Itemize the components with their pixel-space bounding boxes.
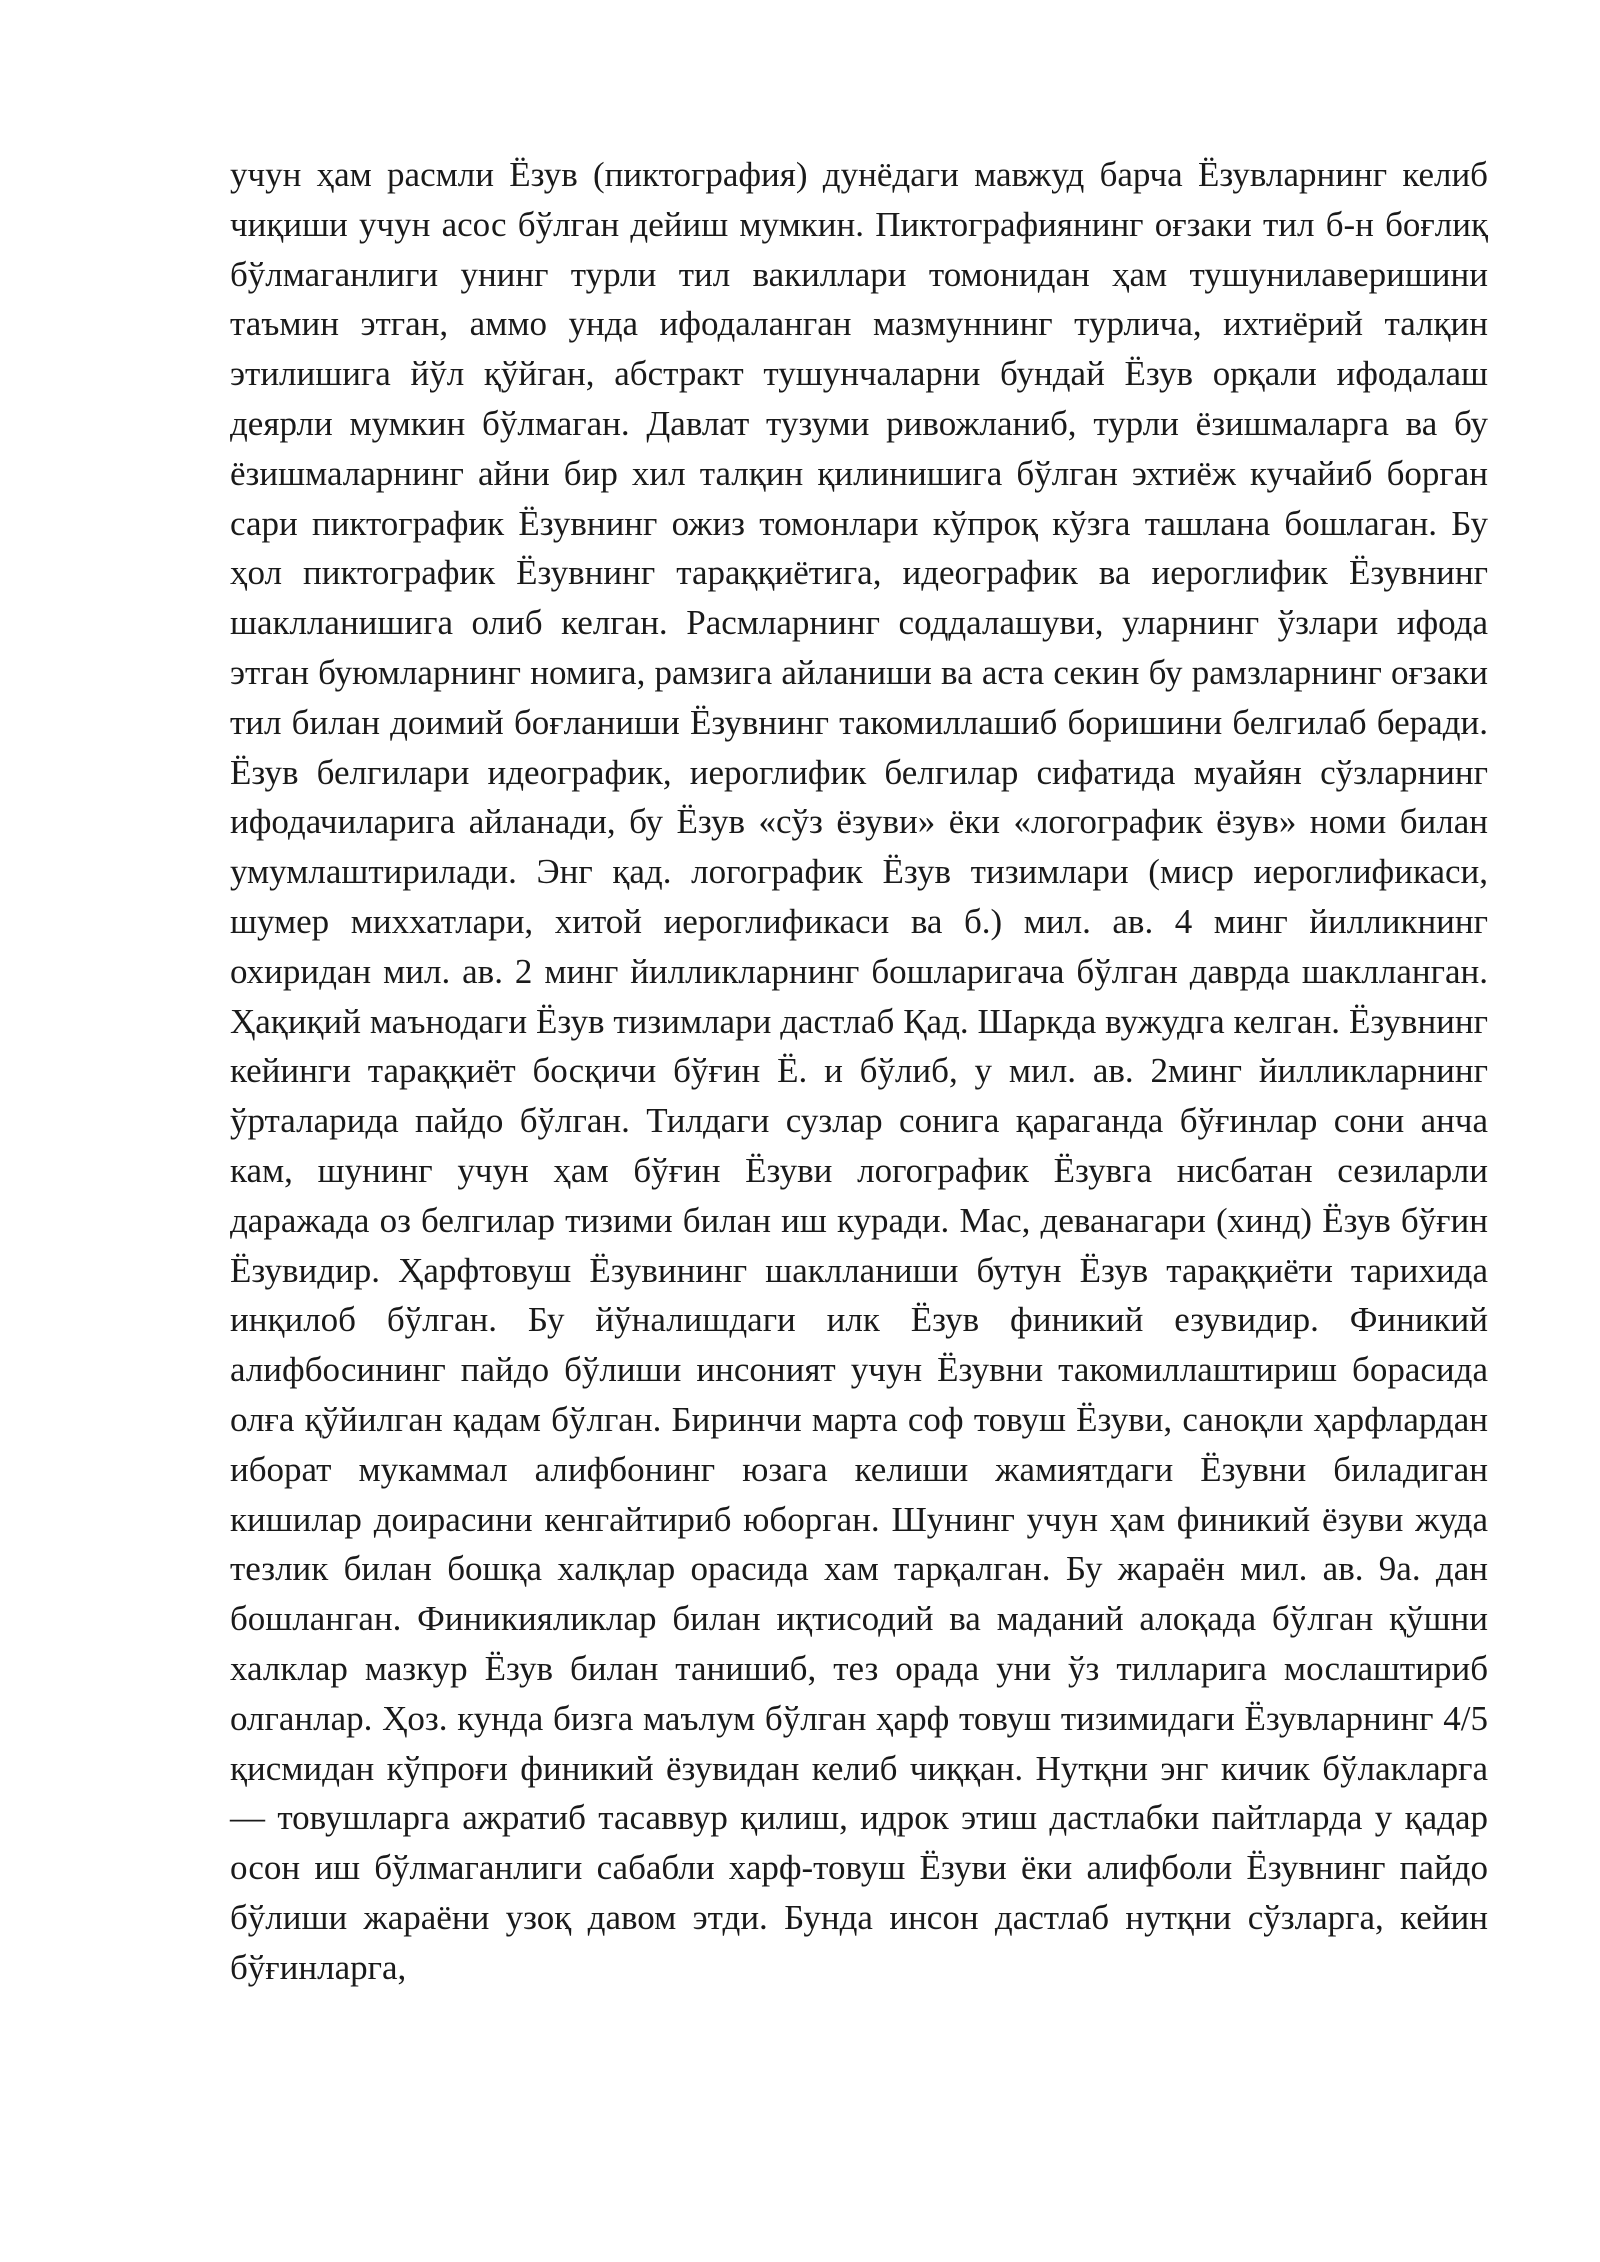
body-paragraph: учун ҳам расмли Ёзув (пиктография) дунёдаги мавжуд барча Ёзувларнинг келиб чиқиши учун асос бўлган дейиш мумкин. Пиктографиянинг оғзаки тил б-н боғлиқ бўлмаганлиги унинг турли тил вакиллари томонидан ҳам тушунилаверишини таъмин этган, аммо унда ифодаланган мазмуннинг турлича, ихтиёрий талқин этилишига йўл қўйган, абстракт тушунчаларни бундай Ёзув орқали ифодалаш деярли мумкин бўлмаган. Давлат тузуми ривожланиб, турли ёзишмаларга ва бу ёзишмаларнинг айни бир хил талқин қилинишига бўлган эхтиёж кучайиб борган сари пиктографик Ёзувнинг ожиз томонлари кўпроқ кўзга ташлана бошлаган. Бу ҳол пиктографик Ёзувнинг тараққиётига, идеографик ва иероглифик Ёзувнинг шаклланишига олиб келган. Расмларнинг соддалашуви, уларнинг ўзлари ифода этган буюмларнинг номига, рамзига айланиши ва аста секин бу рамзларнинг оғзаки тил билан доимий боғланиши Ёзувнинг такомиллашиб боришини белгилаб беради. Ёзув белгилари идеографик, иероглифик белгилар сифатида муайян сўзларнинг ифодачиларига айланади, бу Ёзув «сўз ёзуви» ёки «логографик ёзув» номи билан умумлаштирилади. Энг қад. логографик Ёзув тизимлари (миср иероглификаси, шумер миххатлари, хитой иероглификаси ва б.) мил. ав. 4 минг йилликнинг охиридан мил. ав. 2 минг йилликларнинг бошларигача бўлган даврда шаклланган. Ҳақиқий маънодаги Ёзув тизимлари дастлаб Қад. Шаркда вужудга келган. Ёзувнинг кейинги тараққиёт босқичи бўғин Ё. и бўлиб, у мил. ав. 2минг йилликларнинг ўрталарида пайдо бўлган. Тилдаги сузлар сонига қараганда бўғинлар сони анча кам, шунинг учун ҳам бўғин Ёзуви логографик Ёзувга нисбатан сезиларли даражада оз белгилар тизими билан иш куради. Мас, деванагари (хинд) Ёзув бўғин Ёзувидир. Ҳарфтовуш Ёзувининг шаклланиши бутун Ёзув тараққиёти тарихида инқилоб бўлган. Бу йўналишдаги илк Ёзув финикий езувидир. Финикий алифбосининг пайдо бўлиши инсоният учун Ёзувни такомиллаштириш борасида олға қўйилган қадам бўлган. Биринчи марта соф товуш Ёзуви, саноқли ҳарфлардан иборат мукаммал алифбонинг юзага келиши жамиятдаги Ёзувни биладиган кишилар доирасини кенгайтириб юборган. Шунинг учун ҳам финикий ёзуви жуда тезлик билан бошқа халқлар орасида хам тарқалган. Бу жараён мил. ав. 9а. дан бошланган. Финикияликлар билан иқтисодий ва маданий алоқада бўлган қўшни халклар мазкур Ёзув билан танишиб, тез орада уни ўз тилларига мослаштириб олганлар. Ҳоз. кунда бизга маълум бўлган ҳарф товуш тизимидаги Ёзувларнинг 4/5 қисмидан кўпроғи финикий ёзувидан келиб чиққан. Нутқни энг кичик бўлакларга — товушларга ажратиб тасаввур қилиш, идрок этиш дастлабки пайтларда у қадар осон иш бўлмаганлиги сабабли харф-товуш Ёзуви ёки алифболи Ёзувнинг пайдо бўлиши жараёни узоқ давом этди. Бунда инсон дастлаб нутқни сўзларга, кейин бўғинларга, (230, 155, 1488, 1987)
